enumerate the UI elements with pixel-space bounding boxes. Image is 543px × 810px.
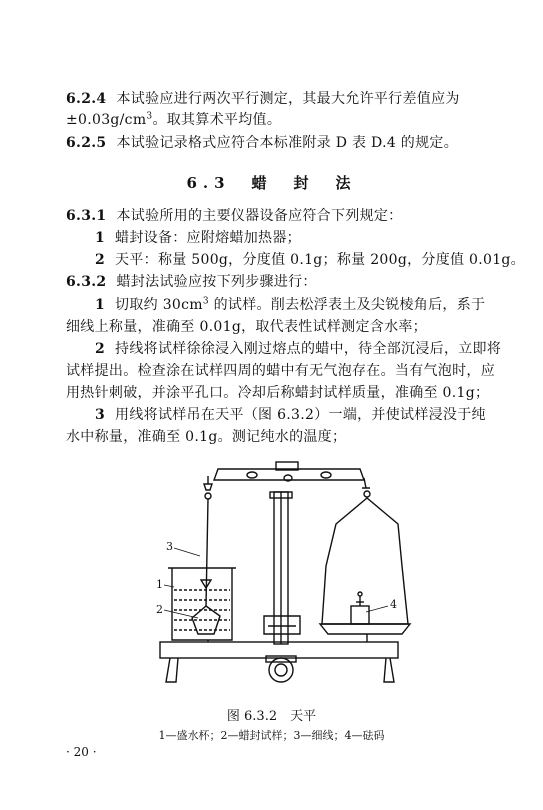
clause-6-3-1-item2 xyxy=(95,250,525,270)
step1-line2: 细线上称量，准确至 0.01g，取代表性试样测定含水率； xyxy=(66,319,427,335)
clause-number: 6.2.4 xyxy=(66,91,107,107)
step2-line3: 用热针刺破，并涂平孔口。冷却后称蜡封试样质量，准确至 0.1g； xyxy=(66,385,490,401)
weight xyxy=(351,606,369,624)
clause-number: 6.3.2 xyxy=(66,274,107,290)
step-number: 2 xyxy=(95,341,106,357)
item-text: 天平：称量 500g，分度值 0.1g；称量 200g，分度值 0.01g。 xyxy=(115,252,525,268)
section-title: 6.3 蜡 封 法 xyxy=(186,174,357,192)
step-number: 1 xyxy=(95,297,106,313)
clause-6-3-2 xyxy=(66,272,317,292)
figure-legend: 1—盛水杯；2—蜡封试样；3—细线；4—砝码 xyxy=(158,729,385,742)
step-number: 3 xyxy=(95,407,106,423)
left-hook xyxy=(204,476,212,490)
balance-diagram xyxy=(140,456,420,712)
step1-line1 xyxy=(95,295,485,315)
density-tolerance: ±0.03g/cm xyxy=(66,112,147,128)
clause-text: 蜡封法试验应按下列步骤进行： xyxy=(116,274,317,290)
label-2: 2 xyxy=(156,603,163,616)
water-cup xyxy=(172,568,232,640)
clause-number: 6.3.1 xyxy=(66,208,107,224)
step3-line2: 水中称量，准确至 0.1g。测记纯水的温度； xyxy=(66,429,347,445)
clause-text: 本试验所用的主要仪器设备应符合下列规定： xyxy=(116,208,403,224)
label-3: 3 xyxy=(166,540,173,553)
figure-caption: 图 6.3.2 天平 xyxy=(226,709,317,724)
clause-6-3-1-item1 xyxy=(95,228,301,248)
pointer-scale xyxy=(264,616,300,634)
step3-line1 xyxy=(95,405,486,425)
clause-text: 本试验记录格式应符合本标准附录 D 表 D.4 的规定。 xyxy=(116,135,458,151)
thread xyxy=(206,499,208,606)
label-4: 4 xyxy=(390,598,397,611)
item-number: 1 xyxy=(95,230,106,246)
superscript: 3 xyxy=(202,296,209,307)
clause-6-2-5 xyxy=(66,133,458,153)
step2-line1 xyxy=(95,339,501,359)
item-number: 2 xyxy=(95,252,106,268)
step-text: 持线将试样徐徐浸入刚过熔点的蜡中，待全部沉浸后，立即将 xyxy=(115,341,502,357)
clause-number: 6.2.5 xyxy=(66,135,107,151)
clause-6-3-1 xyxy=(66,206,402,226)
step2-line2: 试样提出。检查涂在试样四周的蜡中有无气泡存在。当有气泡时，应 xyxy=(66,363,495,379)
step-text: 用线将试样吊在天平（图 6.3.2）一端，并使试样浸没于纯 xyxy=(115,407,486,423)
item-text: 蜡封设备：应附熔蜡加热器； xyxy=(115,230,301,246)
balance-figure xyxy=(140,456,420,712)
clause-6-2-4-line2 xyxy=(66,110,281,130)
step-text: 切取约 30cm xyxy=(115,297,203,313)
label-1: 1 xyxy=(156,578,163,591)
page-number: · 20 · xyxy=(66,745,97,759)
clause-text: 本试验应进行两次平行测定，其最大允许平行差值应为 xyxy=(116,91,460,107)
clause-6-2-4-line1 xyxy=(66,89,460,109)
clause-text: 。取其算术平均值。 xyxy=(152,112,282,128)
step-text: 的试样。削去松浮表土及尖锐棱角后，系于 xyxy=(208,297,486,313)
superscript: 3 xyxy=(146,111,153,122)
